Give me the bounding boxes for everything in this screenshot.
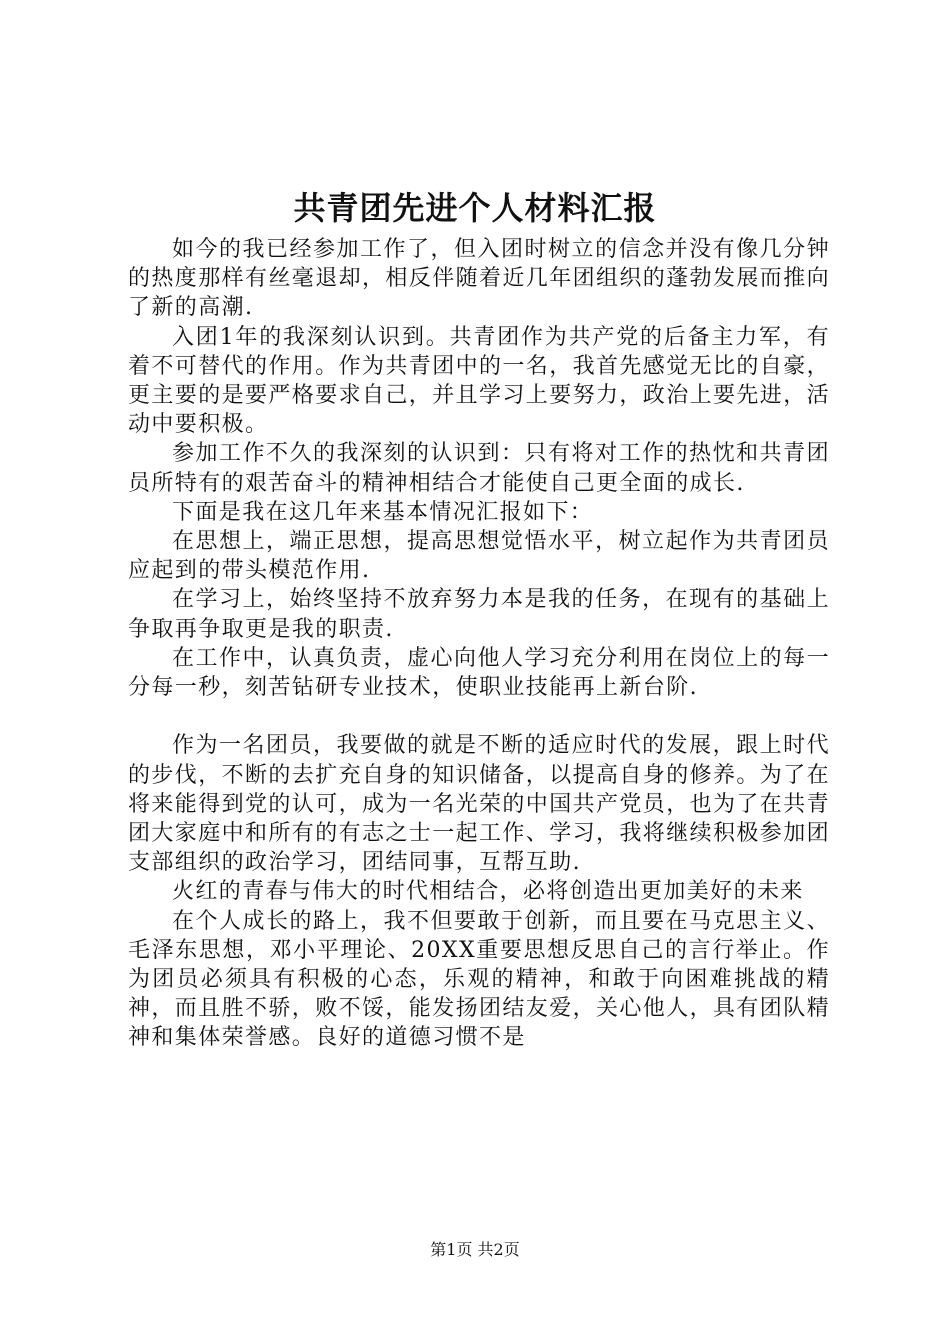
- paragraph: 如今的我已经参加工作了，但入团时树立的信念并没有像几分钟的热度那样有丝毫退却，相反伴随着近几年团组织的蓬勃发展而推向了新的高潮.: [128, 237, 831, 321]
- document-body: [128, 235, 830, 1053]
- paragraph: 入团1年的我深刻认识到。共青团作为共产党的后备主力军，有着不可替代的作用。作为共青团中的一名，我首先感觉无比的自豪，更主要的是要严格要求自己，并且学习上要努力，政治上要先进，活动中要积极。: [128, 324, 831, 438]
- paragraph: 火红的青春与伟大的时代相结合，必将创造出更加美好的未来: [172, 879, 804, 905]
- page-number-footer: 第1页 共2页: [430, 1240, 520, 1259]
- paragraph: 在工作中，认真负责，虚心向他人学习充分利用在岗位上的每一分每一秒，刻苦钻研专业技术，使职业技能再上新台阶.: [128, 645, 830, 701]
- paragraph: 作为一名团员，我要做的就是不断的适应时代的发展，跟上时代的步伐，不断的去扩充自身的知识储备，以提高自身的修养。为了在将来能得到党的认可，成为一名光荣的中国共产党员，也为了在共青团大家庭中和所有的有志之士一起工作、学习，我将继续积极参加团支部组织的政治学习，团结同事，互帮互助.: [128, 733, 831, 876]
- paragraph: 在思想上，端正思想，提高思想觉悟水平，树立起作为共青团员应起到的带头模范作用.: [128, 529, 830, 584]
- paragraph: 在个人成长的路上，我不但要敢于创新，而且要在马克思主义、毛泽东思想，邓小平理论、20XX重要思想反思自己的言行举止。作为团员必须具有积极的心态，乐观的精神，和敢于向困难挑战的精神，而且胜不骄，败不馁，能发扬团结友爱，关心他人，具有团队精神和集体荣誉感。良好的道德习惯不是: [128, 908, 831, 1051]
- document-title: 共青团先进个人材料汇报: [293, 189, 657, 227]
- paragraph: 在学习上，始终坚持不放弃努力本是我的任务，在现有的基础上争取再争取更是我的职责.: [128, 587, 830, 642]
- paragraph: 下面是我在这几年来基本情况汇报如下：: [172, 499, 594, 525]
- paragraph: 参加工作不久的我深刻的认识到：只有将对工作的热忱和共青团员所特有的艰苦奋斗的精神相结合才能使自己更全面的成长.: [128, 441, 830, 496]
- blank-line: [128, 702, 830, 731]
